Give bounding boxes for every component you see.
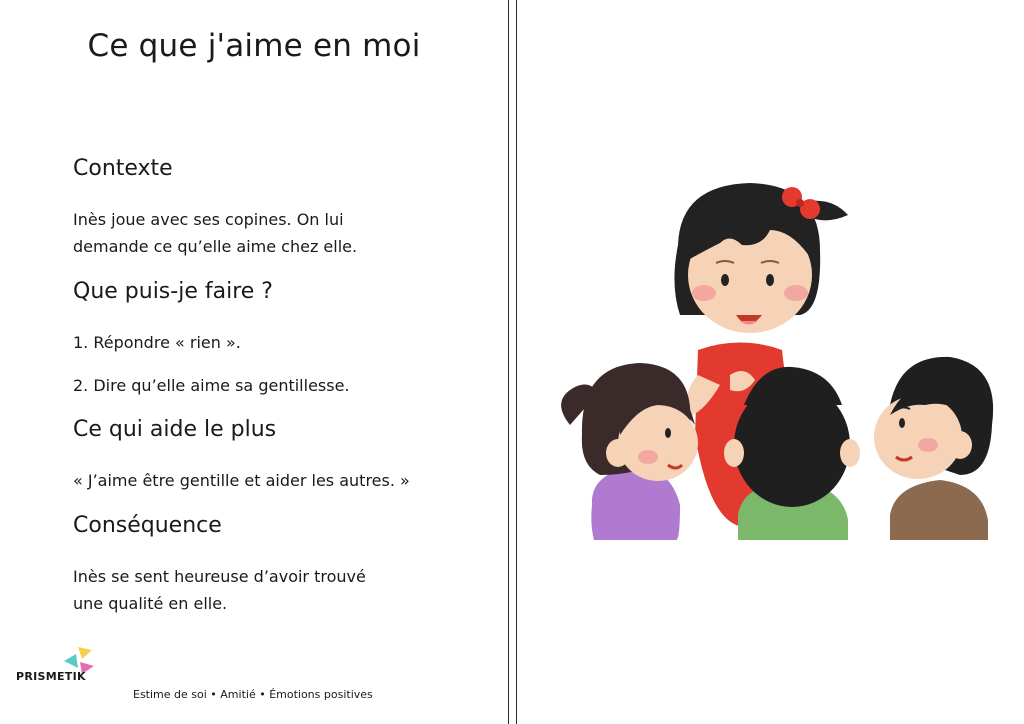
logo-text: PRISMETIK	[16, 670, 86, 683]
footer-tags: Estime de soi • Amitié • Émotions positives	[133, 688, 373, 701]
card-divider	[516, 0, 517, 724]
page-title: Ce que j'aime en moi	[87, 28, 421, 64]
option-2: 2. Dire qu’elle aime sa gentillesse.	[73, 376, 350, 395]
left-girl	[561, 363, 698, 540]
heading-consequence: Conséquence	[73, 513, 222, 538]
heading-contexte: Contexte	[73, 156, 173, 181]
heading-options: Que puis-je faire ?	[73, 279, 273, 304]
card-left-panel	[0, 0, 509, 724]
contexte-text: Inès joue avec ses copines. On lui demande ce qu’elle aime chez elle.	[73, 210, 358, 256]
heading-aide: Ce qui aide le plus	[73, 417, 277, 442]
card-content	[73, 154, 473, 634]
consequence-text: Inès se sent heureuse d’avoir trouvé une qualité en elle.	[73, 567, 366, 613]
children-talking-illustration	[530, 175, 1000, 550]
option-1: 1. Répondre « rien ».	[73, 333, 241, 352]
right-boy	[874, 357, 993, 540]
aide-text: « J’aime être gentille et aider les autres. »	[73, 471, 410, 490]
prismetik-logo	[14, 644, 104, 694]
